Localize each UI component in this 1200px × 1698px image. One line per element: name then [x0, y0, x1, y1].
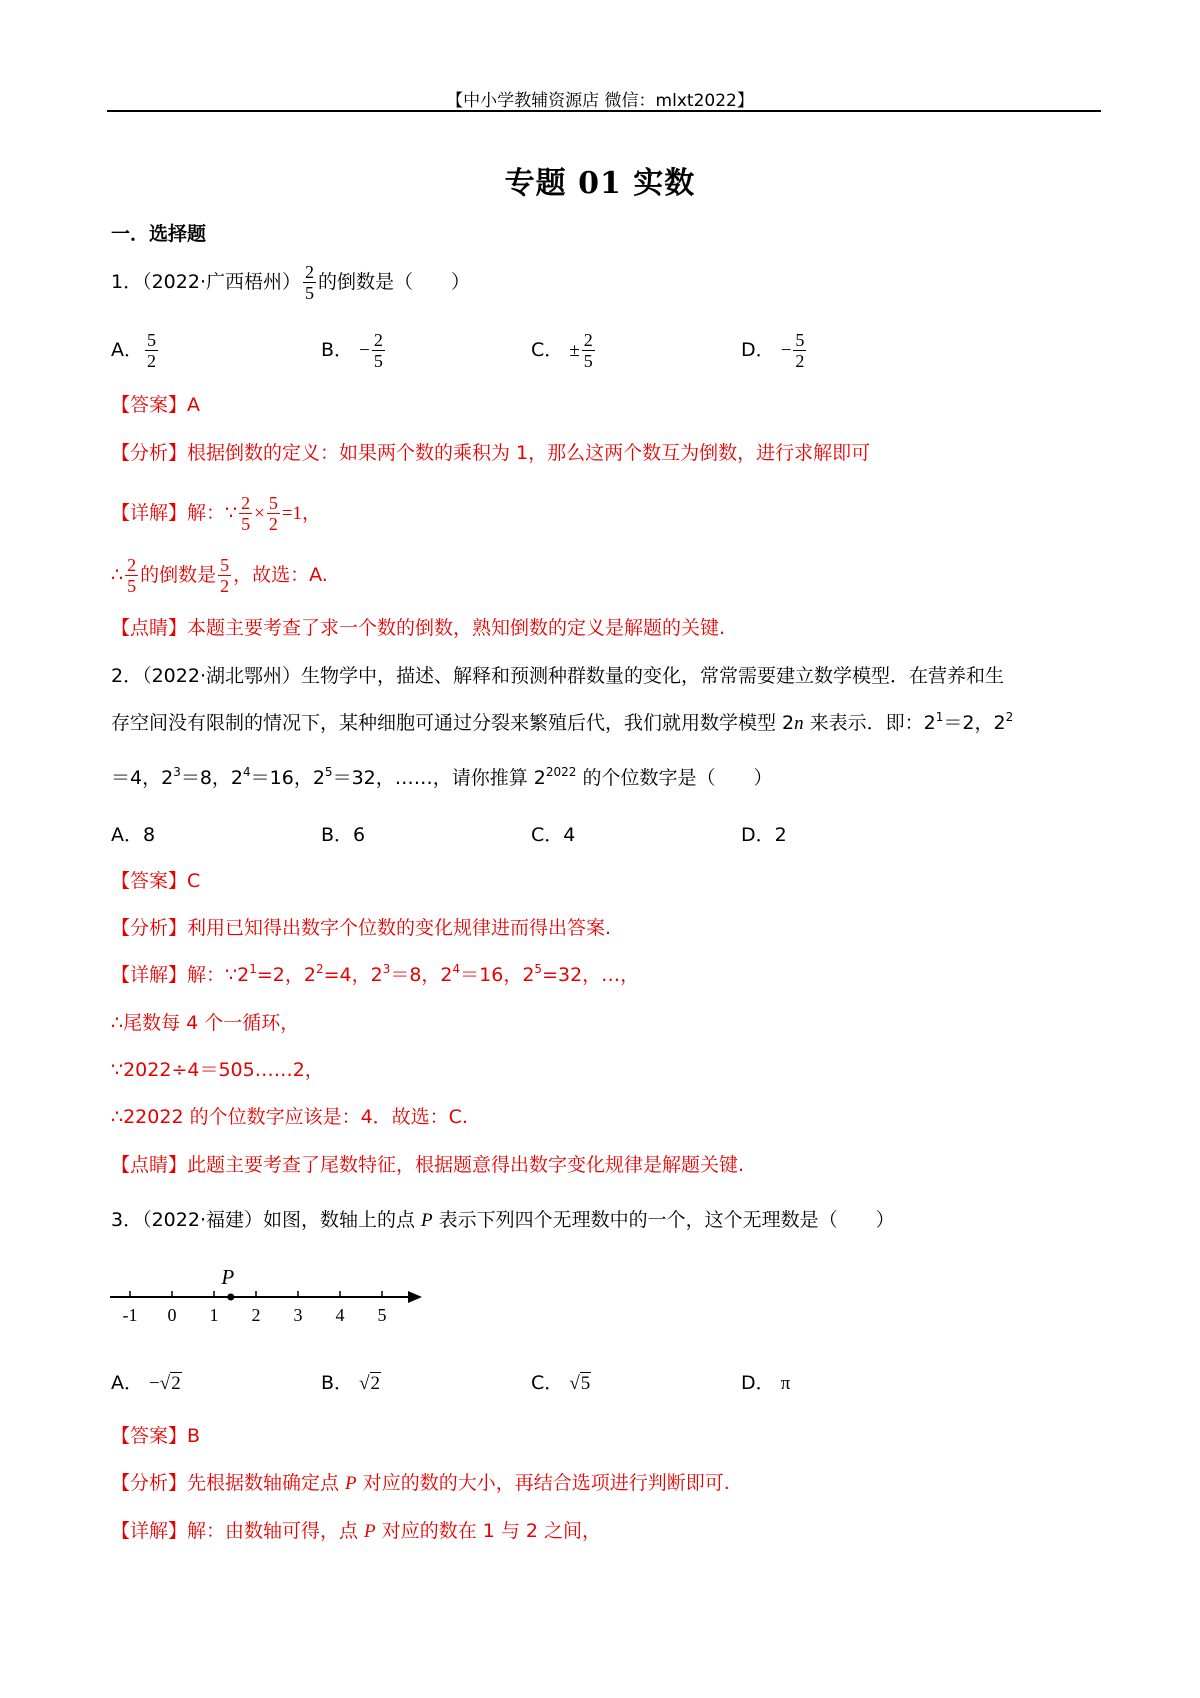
- q2-answer: 【答案】C: [111, 870, 201, 892]
- tick-label: 3: [293, 1305, 303, 1325]
- q1-comment: 【点睛】本题主要考查了求一个数的倒数，熟知倒数的定义是解题的关键.: [111, 617, 726, 639]
- q2-option-b: B．6: [321, 824, 366, 846]
- q3-option-d: D． π: [741, 1372, 791, 1394]
- q2-option-a: A．8: [111, 824, 156, 846]
- q3-answer: 【答案】B: [111, 1425, 201, 1447]
- q1-detail: 【详解】解：∵ $\frac{2}{5}$ × $\frac{5}{2}$ =1，: [111, 493, 322, 534]
- q1-option-b: B． − $\frac{2}{5}$: [321, 330, 383, 371]
- tick-label: 4: [335, 1305, 345, 1325]
- q1-option-c: C． ± $\frac{2}{5}$: [531, 330, 593, 371]
- q1-stem: [111, 262, 470, 303]
- tick-label: -1: [122, 1305, 138, 1325]
- q2-option-d: D．2: [741, 824, 787, 846]
- q3-option-b: B． √2: [321, 1372, 381, 1394]
- q2-detail: 【详解】解：$\because 2^1=2$，$2^2=4$，$2^3=8$，$2^4=16$，$2^5=32$，…，: [111, 962, 640, 986]
- q2-analysis: 【分析】利用已知得出数字个位数的变化规律进而得出答案.: [111, 917, 612, 939]
- tick-label: 1: [209, 1305, 219, 1325]
- tick-label: 2: [251, 1305, 261, 1325]
- q2-option-c: C．4: [531, 824, 576, 846]
- q3-option-c: C． √5: [531, 1372, 591, 1394]
- q3-detail: 【详解】解：由数轴可得，点 P 对应的数在 1 与 2 之间，: [111, 1520, 602, 1542]
- point-p-marker: [227, 1294, 234, 1301]
- q2-step-1: ∴尾数每 4 个一循环，: [111, 1012, 300, 1034]
- q3-analysis: 【分析】先根据数轴确定点 P 对应的数的大小，再结合选项进行判断即可.: [111, 1472, 730, 1494]
- q1-conclusion: ∴ $\frac{2}{5}$ 的倒数是 $\frac{5}{2}$ ，故选：A.: [111, 555, 328, 596]
- number-line: [100, 1260, 430, 1330]
- q2-line-1: 2．（2022·湖北鄂州）生物学中，描述、解释和预测种群数量的变化，常常需要建立数学模型．在营养和生: [111, 665, 1004, 687]
- header-rule: [107, 110, 1101, 112]
- section-heading: 一．选择题: [111, 223, 207, 245]
- number-line-arrow: [408, 1291, 422, 1303]
- q2-step-3: ∴22022 的个位数字应该是：4．故选：C.: [111, 1106, 468, 1128]
- q1-option-d: D． − $\frac{5}{2}$: [741, 330, 805, 371]
- q1-suffix: 的倒数是（ ）: [317, 271, 470, 293]
- point-p-label: P: [221, 1265, 235, 1289]
- q2-line-2: 存空间没有限制的情况下，某种细胞可通过分裂来繁殖后代，我们就用数学模型 2n 来表示．即：$2^1=2$，$2^2$: [111, 710, 1014, 734]
- q3-stem: 3．（2022·福建）如图，数轴上的点 P 表示下列四个无理数中的一个，这个无理数是（ ）: [111, 1209, 895, 1231]
- page-header: 【中小学教辅资源店 微信：mlxt2022】: [446, 91, 754, 111]
- tick-label: 0: [167, 1305, 177, 1325]
- q1-answer: 【答案】A: [111, 394, 200, 416]
- q2-comment: 【点睛】此题主要考查了尾数特征，根据题意得出数字变化规律是解题关键.: [111, 1154, 745, 1176]
- q2-line-3: ＝4，$2^3=8$，$2^4=16$，$2^5=32$，……，请你推算 $2^{2022}$ 的个位数字是（ ）: [111, 765, 773, 789]
- q2-step-2: ∵2022÷4＝505……2，: [111, 1059, 324, 1081]
- q1-option-a: A． $\frac{5}{2}$: [111, 330, 156, 371]
- page-title: 专题 01 实数: [504, 166, 696, 201]
- tick-label: 5: [377, 1305, 387, 1325]
- q1-prefix: 1．（2022·广西梧州）: [111, 271, 301, 293]
- q3-option-a: A． −√2: [111, 1372, 181, 1394]
- q1-fraction: $\frac{2}{5}$: [304, 262, 314, 303]
- q1-analysis: 【分析】根据倒数的定义：如果两个数的乘积为 1，那么这两个数互为倒数，进行求解即可: [111, 442, 871, 464]
